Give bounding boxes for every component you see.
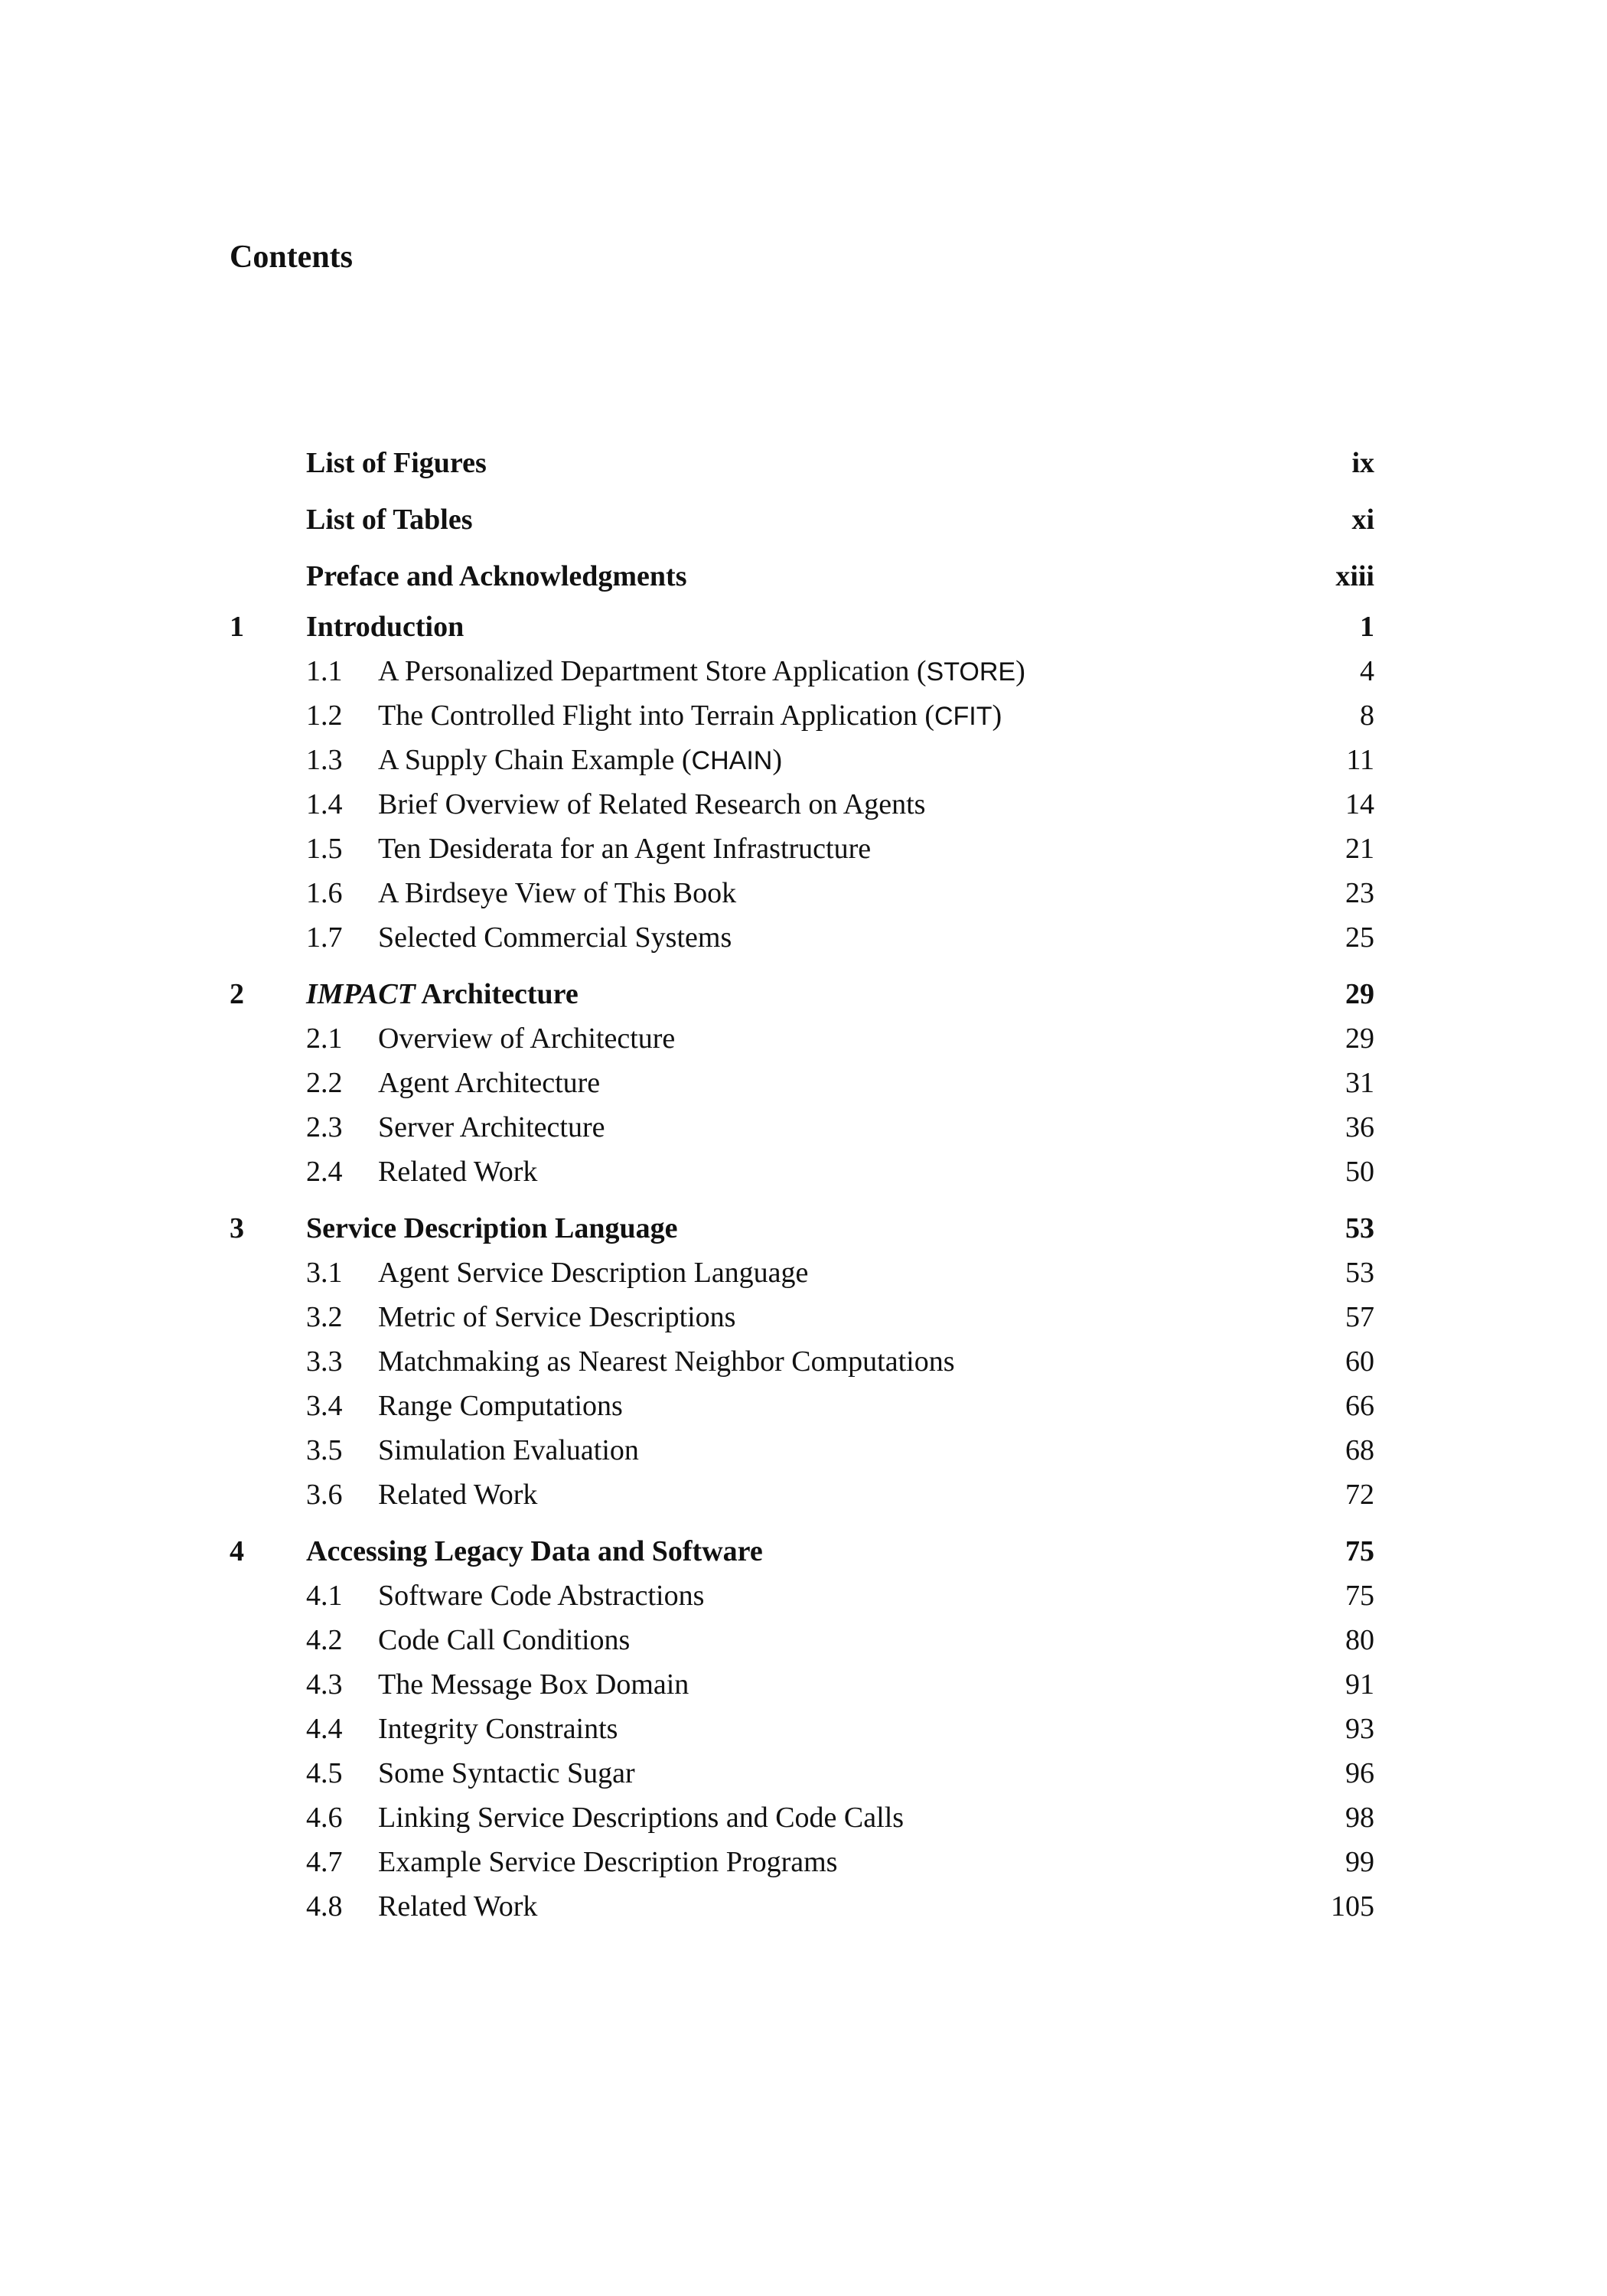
chapter-number: 3 [230, 1212, 244, 1244]
section-title: The Message Box Domain [378, 1668, 689, 1701]
chapter-number: 4 [230, 1535, 244, 1567]
section-title: Agent Service Description Language [378, 1257, 809, 1289]
toc-entry-preface[interactable] [230, 548, 1374, 605]
section-title: Selected Commercial Systems [378, 921, 732, 954]
section-title: Ten Desiderata for an Agent Infrastructure [378, 833, 872, 865]
toc-section-4-1[interactable] [230, 1574, 1374, 1618]
section-page: 4 [1360, 655, 1374, 687]
section-title: Code Call Conditions [378, 1624, 631, 1656]
section-number: 4.3 [306, 1668, 343, 1701]
section-number: 4.5 [306, 1757, 343, 1789]
section-page: 57 [1345, 1301, 1374, 1333]
section-number: 4.8 [306, 1890, 343, 1923]
page-title: Contents [230, 240, 354, 275]
chapter-title: Service Description Language [306, 1212, 678, 1244]
chapter-page: 75 [1345, 1535, 1374, 1567]
section-page: 66 [1345, 1390, 1374, 1422]
section-number: 4.7 [306, 1846, 343, 1878]
toc-entry-page: xi [1351, 504, 1374, 536]
toc-section-3-6[interactable] [230, 1473, 1374, 1517]
section-number: 3.3 [306, 1345, 343, 1378]
section-page: 50 [1345, 1156, 1374, 1188]
section-page: 105 [1331, 1890, 1374, 1923]
section-title: A Personalized Department Store Application (STORE) [378, 655, 1025, 687]
section-page: 29 [1345, 1022, 1374, 1055]
toc-section-3-5[interactable] [230, 1428, 1374, 1473]
section-title: Metric of Service Descriptions [378, 1301, 736, 1333]
toc-section-2-1[interactable] [230, 1016, 1374, 1061]
section-title: Some Syntactic Sugar [378, 1757, 635, 1789]
toc-section-4-6[interactable] [230, 1795, 1374, 1840]
section-title: The Controlled Flight into Terrain Application (CFIT) [378, 700, 1002, 732]
section-title: Integrity Constraints [378, 1713, 618, 1745]
chapter-number: 1 [230, 611, 244, 643]
toc-entry-title: List of Figures [306, 447, 487, 479]
toc-entry-page: ix [1351, 447, 1374, 479]
toc-section-1-3[interactable] [230, 738, 1374, 782]
section-title: Matchmaking as Nearest Neighbor Computations [378, 1345, 955, 1378]
toc-section-4-7[interactable] [230, 1840, 1374, 1884]
chapter-title: Accessing Legacy Data and Software [306, 1535, 763, 1567]
section-number: 1.4 [306, 788, 343, 820]
section-page: 36 [1345, 1111, 1374, 1143]
section-title: Range Computations [378, 1390, 623, 1422]
section-title: Related Work [378, 1156, 538, 1188]
section-page: 11 [1346, 744, 1374, 776]
section-page: 25 [1345, 921, 1374, 954]
section-page: 21 [1345, 833, 1374, 865]
section-page: 53 [1345, 1257, 1374, 1289]
chapter-page: 29 [1345, 978, 1374, 1010]
toc-section-2-3[interactable] [230, 1105, 1374, 1150]
toc-entry-title: Preface and Acknowledgments [306, 560, 687, 592]
chapter-title: Introduction [306, 611, 464, 643]
section-page: 93 [1345, 1713, 1374, 1745]
section-number: 1.2 [306, 700, 343, 732]
toc-entry-page: xiii [1335, 560, 1374, 592]
toc-chapter-4[interactable] [230, 1529, 1374, 1574]
chapter-title: IMPACT Architecture [306, 978, 579, 1010]
section-page: 75 [1345, 1580, 1374, 1612]
section-title: A Supply Chain Example (CHAIN) [378, 744, 782, 776]
section-title: Overview of Architecture [378, 1022, 676, 1055]
chapter-number: 2 [230, 978, 244, 1010]
toc-section-3-1[interactable] [230, 1251, 1374, 1295]
section-page: 60 [1345, 1345, 1374, 1378]
chapter-title-italic: IMPACT [306, 978, 416, 1010]
toc-section-3-2[interactable] [230, 1295, 1374, 1339]
section-number: 4.2 [306, 1624, 343, 1656]
toc-chapter-3[interactable] [230, 1206, 1374, 1251]
toc-chapter-2[interactable] [230, 972, 1374, 1016]
section-page: 68 [1345, 1434, 1374, 1466]
section-title: Agent Architecture [378, 1067, 601, 1099]
section-number: 3.1 [306, 1257, 343, 1289]
section-title: Related Work [378, 1890, 538, 1923]
toc-section-4-2[interactable] [230, 1618, 1374, 1662]
section-title: Server Architecture [378, 1111, 605, 1143]
toc-section-4-3[interactable] [230, 1662, 1374, 1707]
toc-section-1-6[interactable] [230, 871, 1374, 915]
section-page: 8 [1360, 700, 1374, 732]
section-number: 4.1 [306, 1580, 343, 1612]
toc-section-4-4[interactable] [230, 1707, 1374, 1751]
toc-section-1-1[interactable] [230, 649, 1374, 693]
toc-section-2-4[interactable] [230, 1150, 1374, 1194]
section-page: 99 [1345, 1846, 1374, 1878]
section-number: 4.4 [306, 1713, 343, 1745]
toc-chapter-1[interactable] [230, 605, 1374, 649]
toc-section-1-4[interactable] [230, 782, 1374, 827]
toc-section-1-7[interactable] [230, 915, 1374, 960]
toc-section-3-4[interactable] [230, 1384, 1374, 1428]
section-number: 2.4 [306, 1156, 343, 1188]
chapter-page: 53 [1345, 1212, 1374, 1244]
section-acronym: CHAIN [691, 746, 773, 775]
toc-section-2-2[interactable] [230, 1061, 1374, 1105]
section-title: A Birdseye View of This Book [378, 877, 737, 909]
section-title: Software Code Abstractions [378, 1580, 705, 1612]
toc-section-3-3[interactable] [230, 1339, 1374, 1384]
section-acronym: STORE [926, 657, 1016, 687]
section-title: Example Service Description Programs [378, 1846, 838, 1878]
section-page: 80 [1345, 1624, 1374, 1656]
section-number: 3.4 [306, 1390, 343, 1422]
section-number: 3.2 [306, 1301, 343, 1333]
section-page: 72 [1345, 1479, 1374, 1511]
section-number: 3.5 [306, 1434, 343, 1466]
section-number: 1.3 [306, 744, 343, 776]
section-page: 14 [1345, 788, 1374, 820]
section-number: 3.6 [306, 1479, 343, 1511]
toc-entry-list-of-tables[interactable] [230, 491, 1374, 548]
section-title: Linking Service Descriptions and Code Calls [378, 1802, 905, 1834]
section-page: 96 [1345, 1757, 1374, 1789]
section-title: Brief Overview of Related Research on Agents [378, 788, 926, 820]
section-number: 4.6 [306, 1802, 343, 1834]
section-number: 1.1 [306, 655, 343, 687]
section-page: 31 [1345, 1067, 1374, 1099]
section-number: 1.7 [306, 921, 343, 954]
section-page: 23 [1345, 877, 1374, 909]
section-title: Simulation Evaluation [378, 1434, 639, 1466]
section-page: 98 [1345, 1802, 1374, 1834]
section-number: 1.6 [306, 877, 343, 909]
section-number: 1.5 [306, 833, 343, 865]
chapter-page: 1 [1360, 611, 1374, 643]
section-number: 2.2 [306, 1067, 343, 1099]
section-title: Related Work [378, 1479, 538, 1511]
section-acronym: CFIT [934, 702, 993, 731]
toc-section-1-2[interactable] [230, 693, 1374, 738]
toc-entry-title: List of Tables [306, 504, 473, 536]
section-number: 2.1 [306, 1022, 343, 1055]
section-page: 91 [1345, 1668, 1374, 1701]
toc-section-1-5[interactable] [230, 827, 1374, 871]
section-number: 2.3 [306, 1111, 343, 1143]
toc-section-4-8[interactable] [230, 1884, 1374, 1929]
table-of-contents [230, 435, 1374, 1929]
toc-entry-list-of-figures[interactable] [230, 435, 1374, 491]
toc-section-4-5[interactable] [230, 1751, 1374, 1795]
